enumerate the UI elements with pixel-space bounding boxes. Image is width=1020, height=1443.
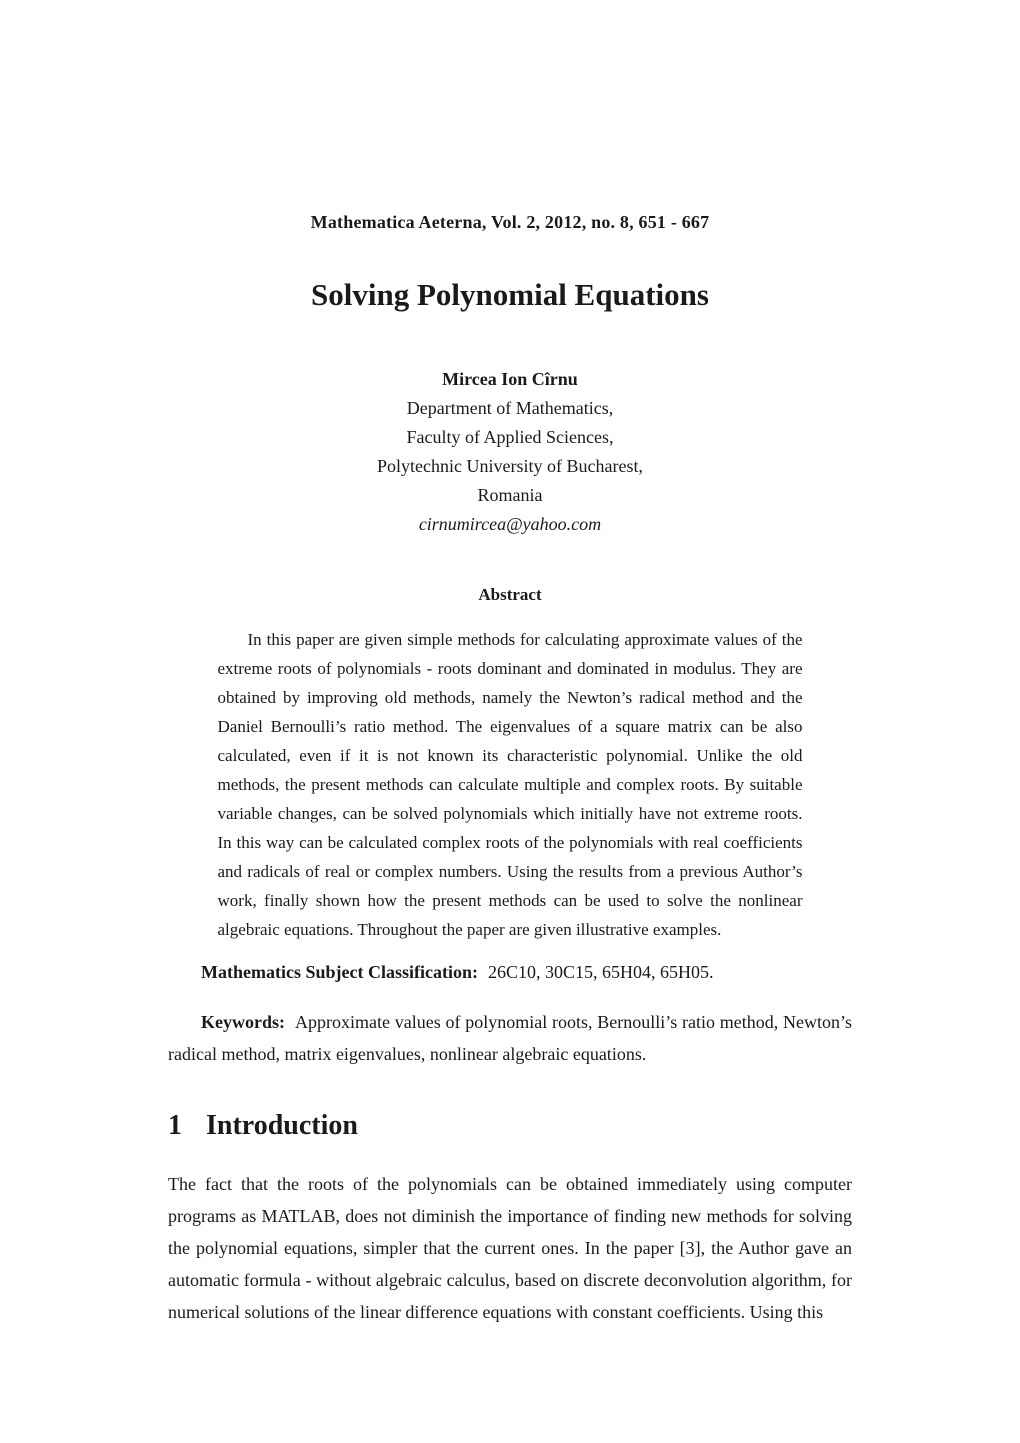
subject-classification-codes: 26C10, 30C15, 65H04, 65H05. [487, 962, 714, 982]
abstract-heading: Abstract [478, 585, 542, 604]
journal-citation-line: Mathematica Aeterna, Vol. 2, 2012, no. 8, 651 - 667 [310, 212, 710, 232]
introduction-paragraph: The fact that the roots of the polynomials can be obtained immediately using computer programs as MATLAB, does not diminish the importance of finding new methods for solving the polynomial equations, simpler that the current ones. In the paper [3], the Author gave an automatic formula - without algebraic calculus, based on discrete deconvolution algorithm, for numerical solutions of the linear difference equations with constant coefficients. Using this [168, 1174, 852, 1322]
keywords-list: Approximate values of polynomial roots, Bernoulli’s ratio method, Newton’s radical method, matrix eigenvalues, nonlinear algebraic equations. [168, 1012, 852, 1064]
paper-title: Solving Polynomial Equations [311, 277, 709, 312]
author-affiliation-country: Romania [477, 485, 543, 505]
author-affiliation-faculty: Faculty of Applied Sciences, [406, 427, 614, 447]
subject-classification-line [168, 956, 852, 988]
section-number: 1 [168, 1110, 182, 1141]
keywords-paragraph [168, 1006, 852, 1070]
author-affiliation-department: Department of Mathematics, [406, 398, 614, 418]
section-heading-introduction [168, 1110, 852, 1142]
author-email: cirnumircea@yahoo.com [418, 514, 602, 534]
author-name: Mircea Ion Cîrnu [442, 369, 578, 389]
subject-classification-label: Mathematics Subject Classification: [201, 962, 478, 982]
author-affiliation-university: Polytechnic University of Bucharest, [377, 456, 643, 476]
page-content [168, 0, 852, 1328]
abstract-body: In this paper are given simple methods for calculating approximate values of the extreme roots of polynomials - roots dominant and dominated in modulus. They are obtained by improving old methods, namely the Newton’s radical method and the Daniel Bernoulli’s ratio method. The eigenvalues of a square matrix can be also calculated, even if it is not known its characteristic polynomial. Unlike the old methods, the present methods can calculate multiple and complex roots. By suitable variable changes, can be solved polynomials which initially have not extreme roots. In this way can be calculated complex roots of the polynomials with real coefficients and radicals of real or complex numbers. Using the results from a previous Author’s work, finally shown how the present methods can be used to solve the nonlinear algebraic equations. Throughout the paper are given illustrative examples. [217, 630, 803, 939]
keywords-label: Keywords: [201, 1012, 285, 1032]
author-block [168, 365, 852, 539]
section-title: Introduction [206, 1110, 358, 1141]
